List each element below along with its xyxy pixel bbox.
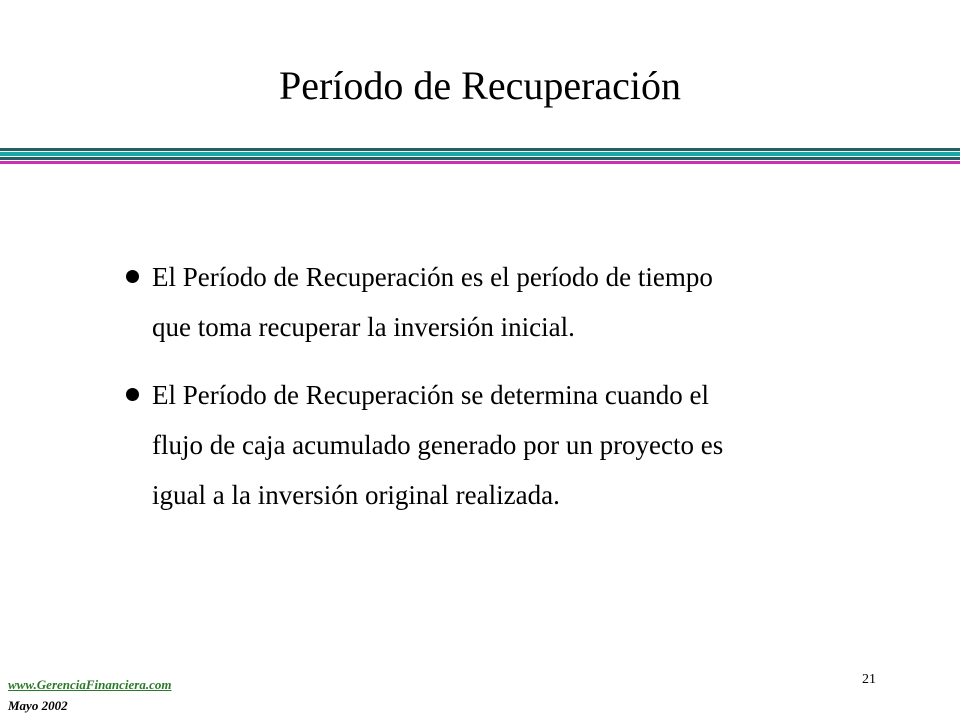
bullet-1-line-2: que toma recuperar la inversión inicial. [152, 312, 575, 342]
bullet-item-2 [122, 370, 842, 520]
footer-date: Mayo 2002 [8, 698, 68, 713]
divider-line-magenta [0, 161, 960, 164]
page-number: 21 [862, 672, 876, 687]
bullet-item-1 [122, 252, 842, 352]
bullet-2-line-3: igual a la inversión original realizada. [152, 480, 560, 510]
footer-website-link[interactable]: www.GerenciaFinanciera.com [8, 677, 172, 692]
slide-title: Período de Recuperación [278, 63, 682, 108]
bullet-dot-icon [126, 388, 139, 401]
bullet-2-line-1: El Período de Recuperación se determina cuando el [152, 380, 710, 410]
bullet-2-line-2: flujo de caja acumulado generado por un proyecto es [152, 430, 724, 460]
bullet-dot-icon [126, 270, 139, 283]
bullet-list [122, 252, 842, 538]
bullet-1-line-1: El Período de Recuperación es el período de tiempo [152, 262, 713, 292]
title-divider [0, 148, 960, 164]
